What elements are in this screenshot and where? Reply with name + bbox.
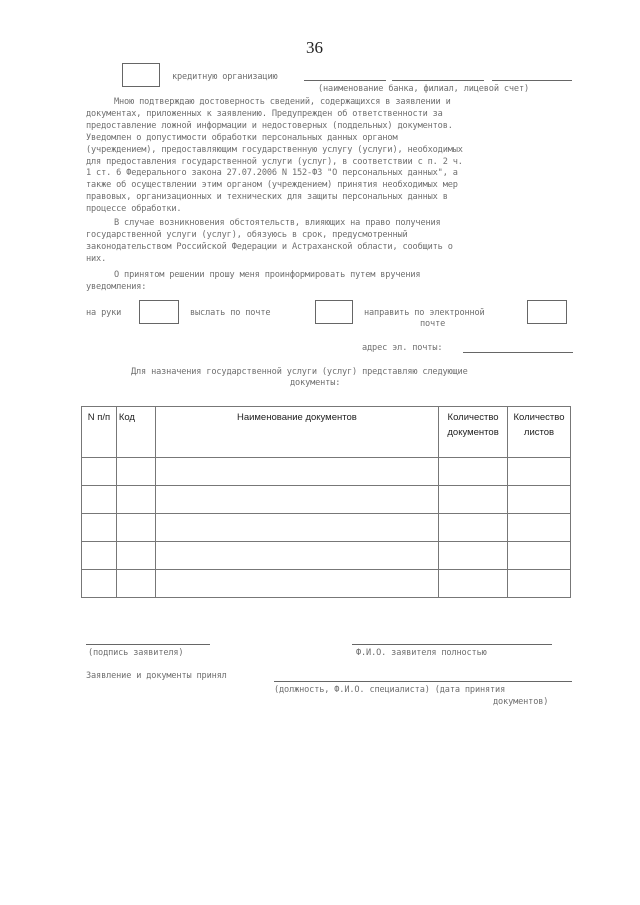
delivery-in-hand-checkbox[interactable] [139,300,179,324]
bank-branch-line [392,80,484,81]
paragraph-line: О принятом решении прошу меня проинформировать путем вручения [114,270,421,280]
paragraph-line: законодательством Российской Федерации и Астраханской области, сообщить о [86,241,453,252]
col-num-header [82,407,117,458]
col-qty-sheets-header [508,407,571,458]
table-cell[interactable] [155,458,438,486]
confirmation-paragraph [86,97,572,216]
table-cell[interactable] [155,486,438,514]
col-code-header [116,407,155,458]
email-label: адрес эл. почты: [362,343,443,353]
paragraph-line: предоставление ложной информации и недостоверных (поддельных) документов. [86,120,453,131]
table-cell[interactable] [439,486,508,514]
table-cell[interactable] [82,458,117,486]
col-code-label: Код [118,412,135,423]
table-row [82,570,571,598]
table-cell[interactable] [508,458,571,486]
paragraph-line: В случае возникновения обстоятельств, влияющих на право получения [114,218,441,228]
documents-table [81,406,571,598]
table-cell[interactable] [116,542,155,570]
delivery-email-label: направить по электронной [364,308,485,318]
col-num-label: N п/п [87,412,111,423]
col-qty-docs-label: Количество документов [447,412,499,438]
col-qty-docs-header [439,407,508,458]
delivery-email-checkbox[interactable] [527,300,567,324]
table-cell[interactable] [508,542,571,570]
paragraph-line: документах, приложенных к заявлению. Предупрежден об ответственности за [86,108,443,119]
table-cell[interactable] [439,514,508,542]
bank-name-line [304,80,386,81]
specialist-caption-2: документов) [493,697,549,707]
table-cell[interactable] [116,514,155,542]
applicant-name-line[interactable] [352,644,552,645]
delivery-post-label: выслать по почте [190,308,271,318]
bank-label: кредитную организацию [172,72,278,82]
table-cell[interactable] [508,514,571,542]
paragraph-line: для предоставления государственной услуги (услуг), в соответствии с п. 2 ч. [86,156,463,167]
paragraph-line: государственной услуги (услуг), обязуюсь в срок, предусмотренный [86,229,408,240]
paragraph-line: процессе обработки. [86,204,182,215]
col-name-label: Наименование документов [236,412,357,423]
bank-checkbox[interactable] [122,63,160,87]
table-cell[interactable] [116,570,155,598]
applicant-signature-line[interactable] [86,644,210,645]
paragraph-line: правовых, организационных и технических для защиты персональных данных в [86,192,448,203]
table-cell[interactable] [82,542,117,570]
table-cell[interactable] [508,570,571,598]
table-cell[interactable] [439,570,508,598]
paragraph-line: них. [86,253,107,264]
table-cell[interactable] [116,486,155,514]
table-row [82,486,571,514]
paragraph-line: также об осуществлении этим органом (учреждением) принятия необходимых мер [86,180,458,191]
paragraph-line: 1 ст. 6 Федерального закона 27.07.2006 N 152-ФЗ "О персональных данных", а [86,168,458,179]
applicant-name-caption: Ф.И.О. заявителя полностью [356,648,487,658]
specialist-caption: (должность, Ф.И.О. специалиста) (дата принятия [274,685,506,695]
specialist-line[interactable] [274,681,572,682]
documents-intro-2: документы: [290,378,341,388]
documents-intro: Для назначения государственной услуги (услуг) представляю следующие [131,367,468,377]
bank-account-line [492,80,572,81]
paragraph-line: Уведомлен о допустимости обработки персональных данных органом [86,132,398,143]
applicant-signature-caption: (подпись заявителя) [88,648,184,658]
table-cell[interactable] [82,514,117,542]
paragraph-line: уведомления: [86,281,147,292]
delivery-post-checkbox[interactable] [315,300,353,324]
table-cell[interactable] [82,570,117,598]
paragraph-line: (учреждением), предоставляющим государственную услугу (услуги), необходимых [86,144,463,155]
obligation-paragraph [86,218,572,266]
table-cell[interactable] [508,486,571,514]
table-cell[interactable] [439,542,508,570]
col-name-header [155,407,438,458]
table-cell[interactable] [155,542,438,570]
paragraph-line: Мною подтверждаю достоверность сведений, содержащихся в заявлении и [114,97,451,107]
page-number: 36 [306,38,323,57]
table-header-row [82,407,571,458]
table-cell[interactable] [116,458,155,486]
bank-caption: (наименование банка, филиал, лицевой счет) [318,84,530,94]
table-row [82,514,571,542]
email-input-line[interactable] [463,352,573,353]
delivery-in-hand-label: на руки [86,308,122,318]
col-qty-sheets-label: Количество листов [513,412,565,438]
table-cell[interactable] [439,458,508,486]
accepted-label: Заявление и документы принял [86,671,227,681]
delivery-email-label-2: почте [420,319,446,329]
notification-paragraph [86,270,572,294]
table-cell[interactable] [155,570,438,598]
table-row [82,542,571,570]
table-cell[interactable] [155,514,438,542]
table-cell[interactable] [82,486,117,514]
table-row [82,458,571,486]
